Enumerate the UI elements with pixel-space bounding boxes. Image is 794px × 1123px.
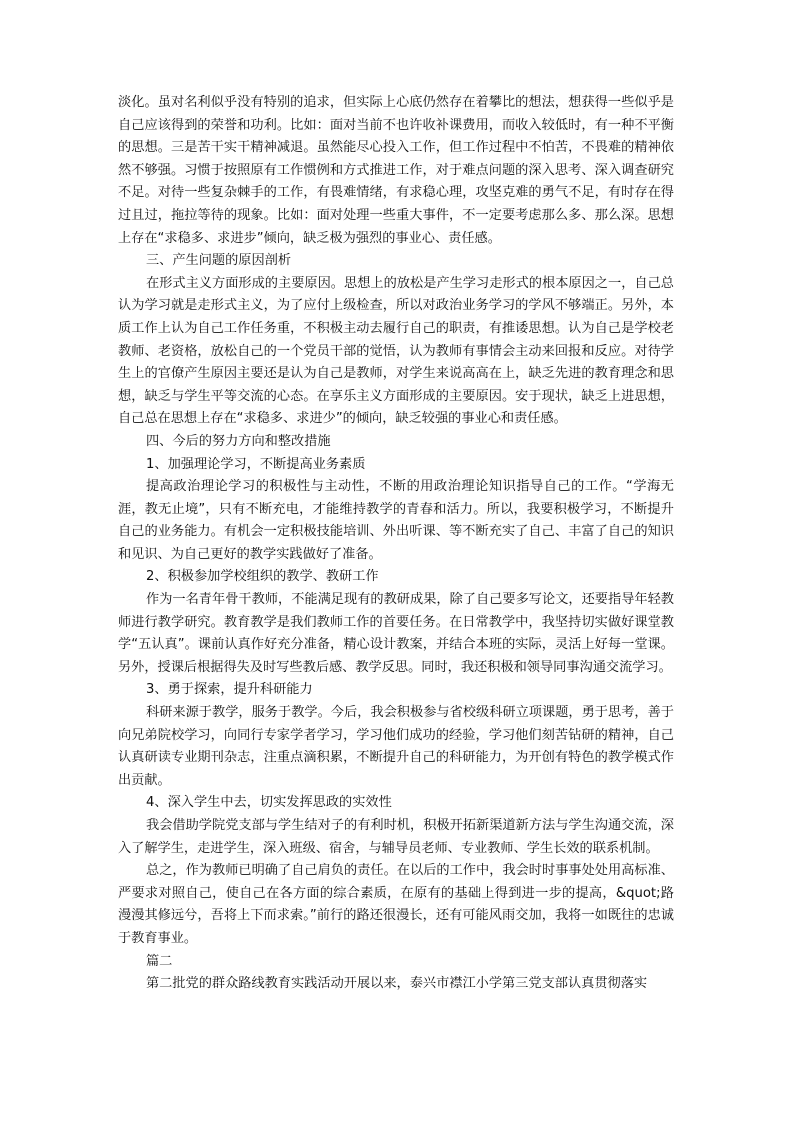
subheading-students: 4、深入学生中去，切实发挥思政的实效性: [146, 795, 392, 811]
paragraph-explore: 科研来源于教学，服务于教学。今后，我会积极参与省校级科研立项课题，勇于思考，善于向兄弟院校学习，向同行专家学者学习，学习他们成功的经验，学习他们刻苦钻研的精神，自己认真研读专业期刊杂志，注重点滴积累，不断提升自己的科研能力，为开创有特色的教学模式作出贡献。: [118, 705, 674, 788]
section-heading-causes: 三、产生问题的原因剖析: [146, 253, 292, 269]
paragraph-students: 我会借助学院党支部与学生结对子的有利时机，积极开拓新渠道新方法与学生沟通交流，深入了解学生，走进学生，深入班级、宿舍，与辅导员老师、专业教师、学生长效的联系机制。: [118, 818, 674, 856]
subheading-explore: 3、勇于探索，提升科研能力: [146, 682, 313, 698]
part-two-heading: 篇二: [146, 953, 173, 969]
subheading-theory-study: 1、加强理论学习，不断提高业务素质: [146, 456, 366, 472]
paragraph-theory-study: 提高政治理论学习的积极性与主动性，不断的用政治理论知识指导自己的工作。“学海无涯，教无止境”，只有不断充电，才能维持教学的青春和活力。所以，我要积极学习，不断提升自己的业务能力。有机会一定积极技能培训、外出听课、等不断充实了自己、丰富了自己的知识和见识、为自己更好的教学实践做好了准备。: [118, 479, 674, 562]
subheading-teaching-research: 2、积极参加学校组织的教学、教研工作: [146, 569, 379, 585]
paragraph-part-two-start: 第二批党的群众路线教育实践活动开展以来，泰兴市襟江小学第三党支部认真贯彻落实: [146, 976, 648, 992]
section-heading-measures: 四、今后的努力方向和整改措施: [146, 433, 331, 449]
document-page: [118, 92, 674, 996]
paragraph-teaching-research: 作为一名青年骨干教师，不能满足现有的教研成果，除了自己要多写论文，还要指导年轻教师进行教学研究。教育教学是我们教师工作的首要任务。在日常教学中，我坚持切实做好课堂教学“五认真”。课前认真作好充分准备，精心设计教案，并结合本班的实际，灵活上好每一堂课。另外，授课后根据得失及时写些教后感、教学反思。同时，我还积极和领导同事沟通交流学习。: [118, 592, 674, 675]
paragraph-continuation: 淡化。虽对名利似乎没有特别的追求，但实际上心底仍然存在着攀比的想法，想获得一些似乎是自己应该得到的荣誉和功利。比如：面对当前不也许收补课费用，而收入较低时，有一种不平衡的思想。三是苦干实干精神减退。虽然能尽心投入工作，但工作过程中不怕苦，不畏难的精神依然不够强。习惯于按照原有工作惯例和方式推进工作，对于难点问题的深入思考、深入调查研究不足。对待一些复杂棘手的工作，有畏难情绪，有求稳心理，攻坚克难的勇气不足，有时存在得过且过，拖拉等待的现象。比如：面对处理一些重大事件，不一定要考虑那么多、那么深。思想上存在“求稳多、求进步”倾向，缺乏极为强烈的事业心、责任感。: [118, 95, 674, 246]
paragraph-conclusion: 总之，作为教师已明确了自己肩负的责任。在以后的工作中，我会时时事事处处用高标准、严要求对照自己，使自己在各方面的综合素质，在原有的基础上得到进一步的提高，&quot;路漫漫其修远兮，吾将上下而求索。”前行的路还很漫长，还有可能风雨交加，我将一如既往的忠诚于教育事业。: [118, 863, 674, 946]
paragraph-causes: 在形式主义方面形成的主要原因。思想上的放松是产生学习走形式的根本原因之一，自己总认为学习就是走形式主义，为了应付上级检查，所以对政治业务学习的学风不够端正。另外，本质工作上认为自己工作任务重，不积极主动去履行自己的职责，有推诿思想。认为自己是学校老教师、老资格，放松自己的一个党员干部的觉悟，认为教师有事情会主动来回报和反应。对待学生上的官僚产生原因主要还是认为自己是教师，对学生来说高高在上，缺乏先进的教育理念和思想，缺乏与学生平等交流的心态。在享乐主义方面形成的主要原因。安于现状，缺乏上进思想，自己总在思想上存在“求稳多、求进少”的倾向，缺乏较强的事业心和责任感。: [118, 275, 674, 427]
